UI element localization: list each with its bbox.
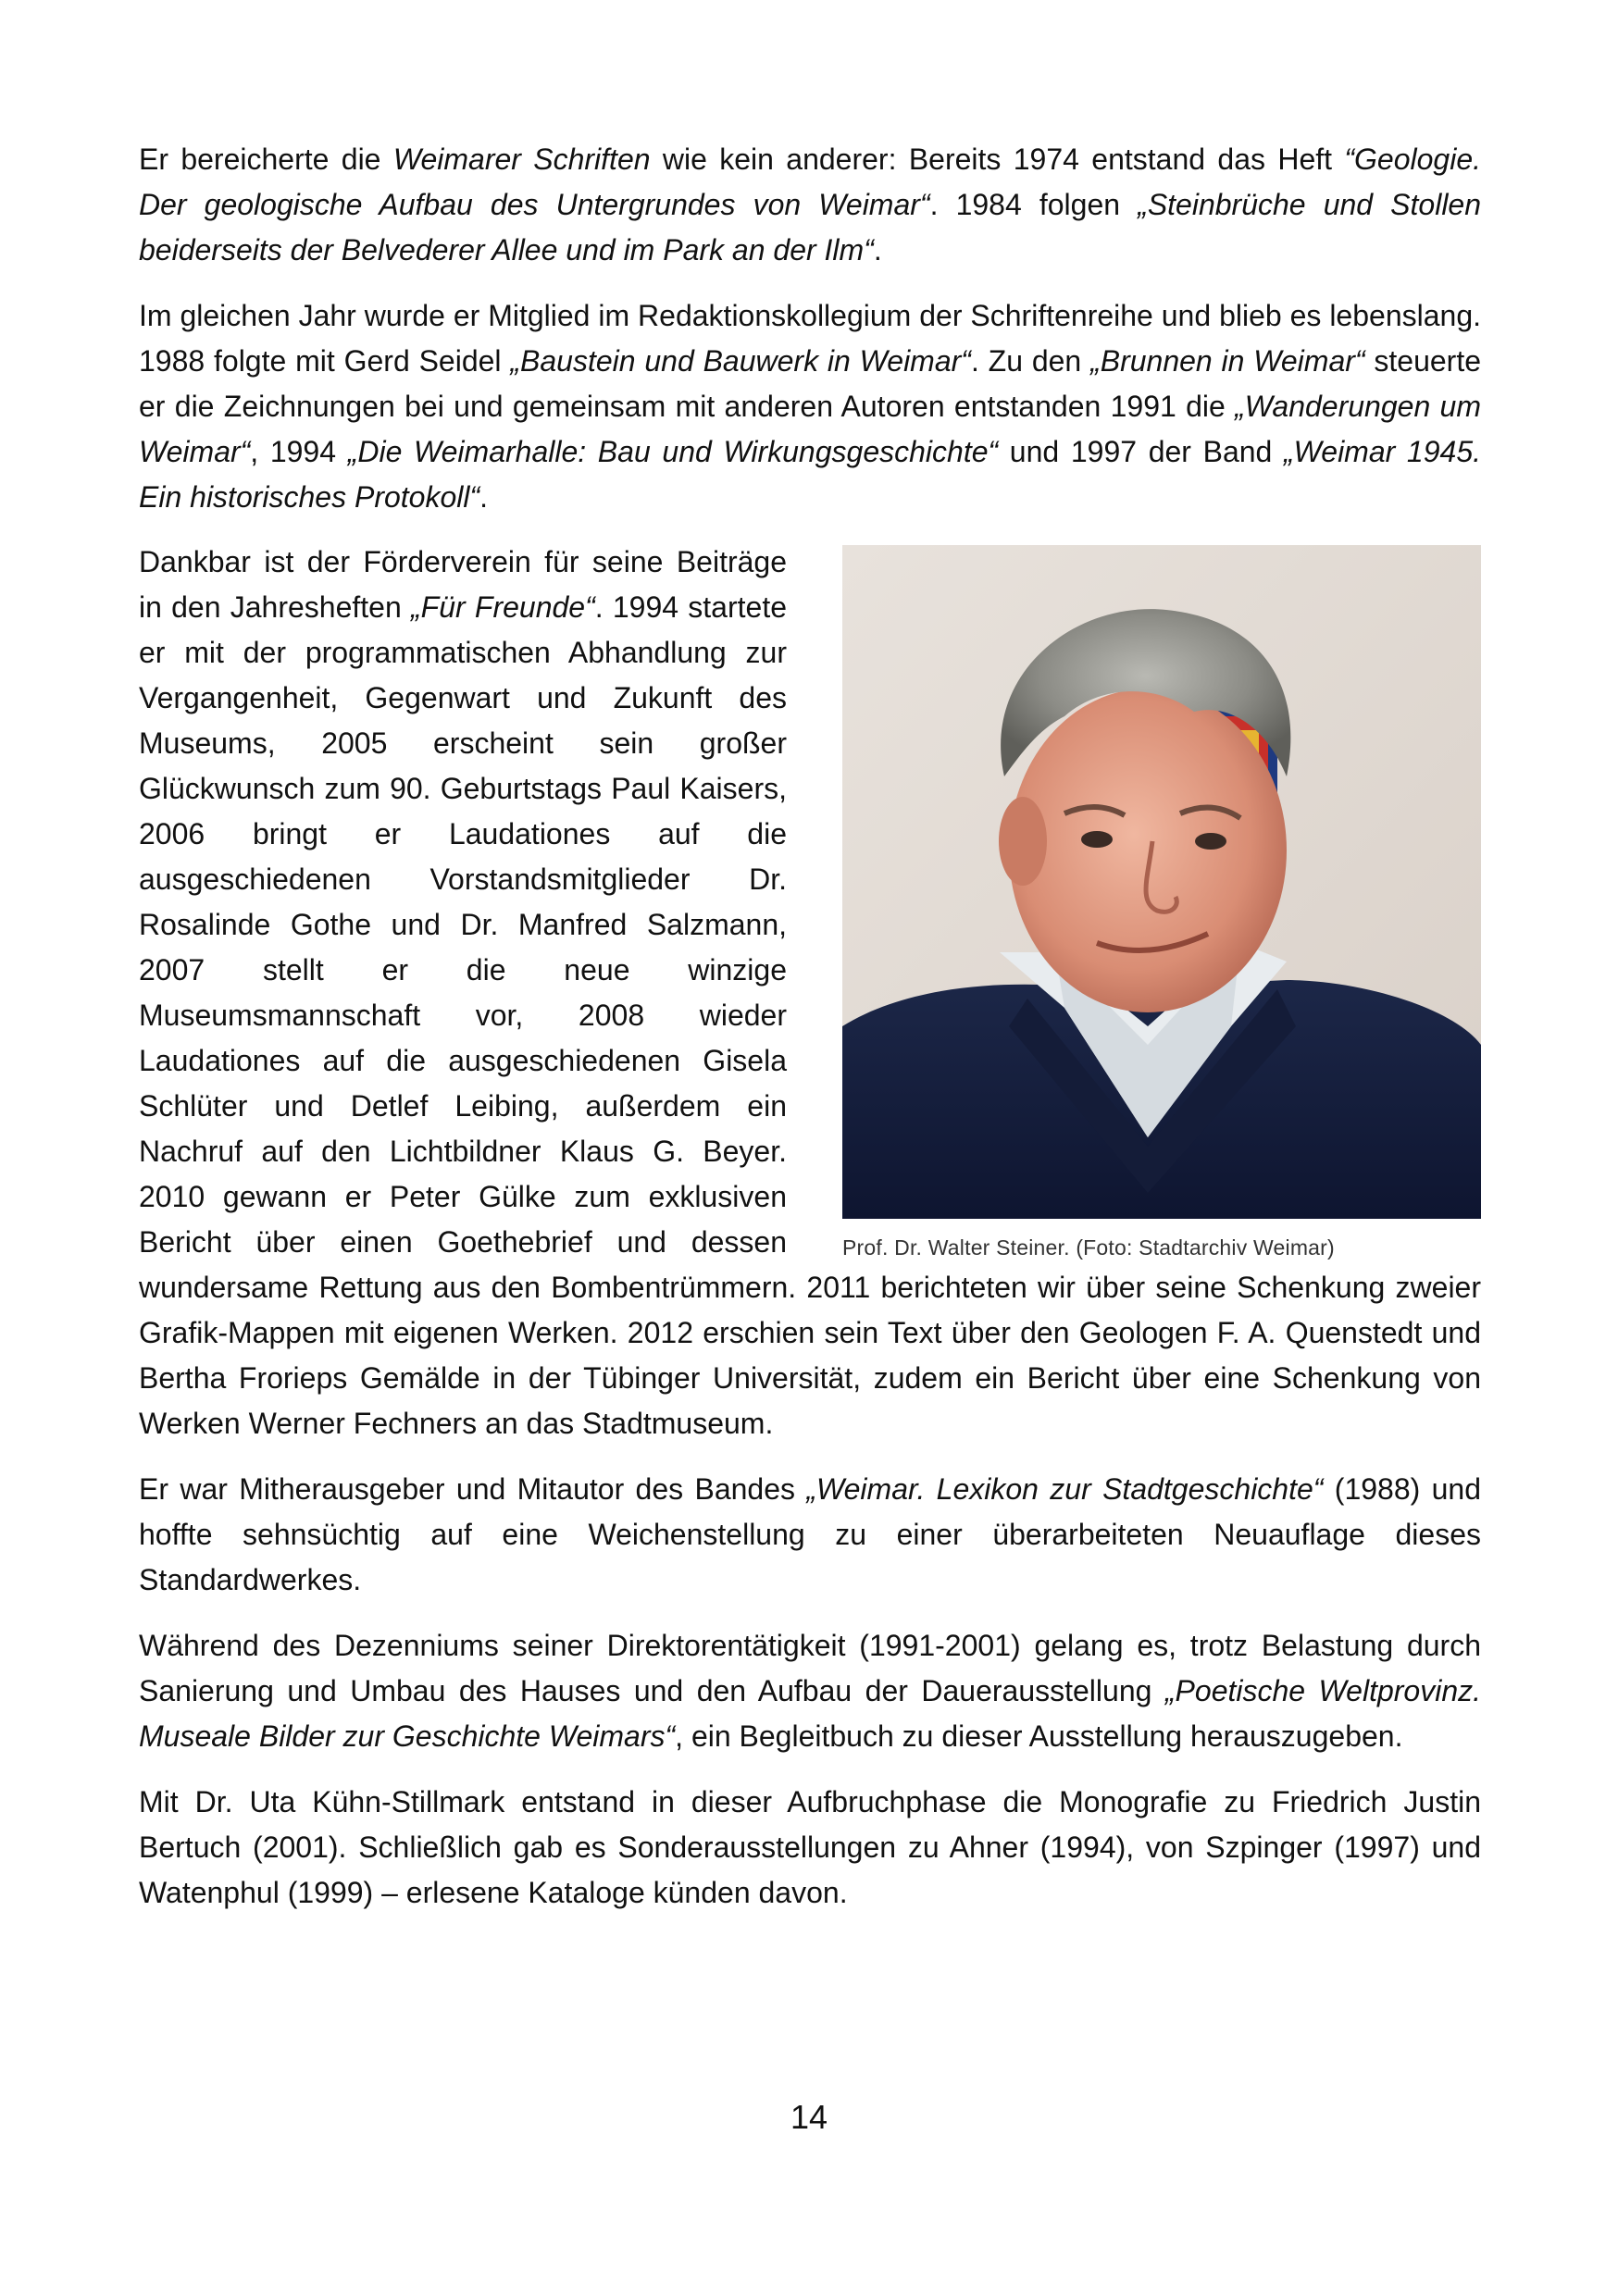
page-number: 14 — [790, 2098, 828, 2136]
paragraph-redaktionskollegium — [139, 293, 1481, 520]
portrait-figure — [842, 545, 1481, 1263]
text-run: wie kein anderer: Bereits 1974 entstand das Heft — [650, 143, 1345, 176]
italic-title: „Baustein und Bauwerk in Weimar“ — [510, 344, 971, 378]
text-run: . 1994 startete er mit der programmatischen Abhandlung zur Vergangenheit, Gegenwart und Zukunft des Museums, 2005 erscheint sein großer Glückwunsch zum 90. Geburtstags Paul Kaisers, 2006 bringt er Laudationes auf die ausgeschiedenen Vorstandsmitglieder Dr. Rosalinde Gothe und Dr. Manfred Salzmann, 2007 stellt er die neue winzige Museumsmannschaft vor, 2008 wieder Laudationes auf die ausgeschiedenen Gisela Schlüter und Detlef Leibing, außerdem ein Nachruf auf den Lichtbildner Klaus G. Beyer. 2010 gewann er Peter Gülke zum exklusiven Bericht über einen Goethebrief und dessen wundersame Rettung aus den Bombentrümmern. 2011 berichteten wir über seine Schenkung zweier Grafik-Mappen mit eigenen Werken. 2012 erschien sein Text über den Geologen F. A. Quenstedt und Bertha Frorieps Gemälde in der Tübinger Universität, zudem ein Bericht über eine Schenkung von Werken Werner Fechners an das Stadtmuseum. — [139, 590, 1481, 1440]
text-run: . — [873, 233, 882, 267]
text-run: . — [479, 480, 489, 514]
italic-title: „Für Freunde“ — [411, 590, 595, 624]
text-run: . Zu den — [970, 344, 1091, 378]
italic-title: „Brunnen in Weimar“ — [1090, 344, 1365, 378]
paragraph-sonderausstellungen — [139, 1780, 1481, 1916]
text-run: Während des Dezenniums seiner Direktorentätigkeit (1991-2001) gelang es, trotz Belastung durch Sanierung und Umbau des Hauses und den Aufbau der Dauerausstellung — [139, 1629, 1481, 1707]
text-run: Mit Dr. Uta Kühn-Stillmark entstand in dieser Aufbruchphase die Monografie zu Friedrich Justin Bertuch (2001). Schließlich gab es Sonderausstellungen zu Ahner (1994), von Szpinger (1997) und Watenphul (1999) – erlesene Kataloge künden davon. — [139, 1785, 1481, 1909]
italic-title: „Weimar 1945. Ein historisches Protokoll“ — [139, 435, 1482, 514]
portrait-photo — [842, 545, 1481, 1219]
text-run: (1988) und hoffte sehnsüchtig auf eine Weichenstellung zu einer überarbeiteten Neuauflage dieses Standardwerkes. — [139, 1472, 1482, 1596]
italic-title: „Wanderungen um Weimar“ — [139, 390, 1482, 468]
paragraph-weimarer-schriften — [139, 137, 1481, 273]
text-run: Er war Mitherausgeber und Mitautor des Bandes — [139, 1472, 807, 1506]
italic-title: Weimarer Schriften — [392, 143, 651, 176]
italic-title: “Geologie. Der geologische Aufbau des Untergrundes von Weimar“ — [139, 143, 1482, 221]
italic-title: „Die Weimarhalle: Bau und Wirkungsgeschichte“ — [347, 435, 999, 468]
paragraph-lexikon — [139, 1467, 1481, 1603]
text-run: . 1984 folgen — [929, 188, 1139, 221]
text-run: steuerte er die Zeichnungen bei und gemeinsam mit anderen Autoren entstanden 1991 die — [139, 344, 1482, 423]
text-run: , ein Begleitbuch zu dieser Ausstellung herauszugeben. — [675, 1719, 1403, 1753]
text-run: Er bereicherte die — [139, 143, 393, 176]
text-run: Im gleichen Jahr wurde er Mitglied im Redaktionskollegium der Schriftenreihe und blieb es lebenslang. 1988 folgte mit Gerd Seidel — [139, 299, 1481, 378]
document-page — [139, 137, 1481, 1936]
paragraph-direktorentaetigkeit — [139, 1623, 1481, 1759]
text-run: , 1994 — [250, 435, 348, 468]
text-run: und 1997 der Band — [998, 435, 1284, 468]
text-run: Dankbar ist der Förderverein für seine Beiträge in den Jahresheften — [139, 545, 787, 624]
italic-title: „Weimar. Lexikon zur Stadtgeschichte“ — [806, 1472, 1324, 1506]
italic-title: „Steinbrüche und Stollen beiderseits der Belvederer Allee und im Park an der Ilm“ — [139, 188, 1482, 267]
photo-caption: Prof. Dr. Walter Steiner. (Foto: Stadtarchiv Weimar) — [842, 1235, 1335, 1260]
italic-title: „Poetische Weltprovinz. Museale Bilder zur Geschichte Weimars“ — [139, 1674, 1482, 1753]
